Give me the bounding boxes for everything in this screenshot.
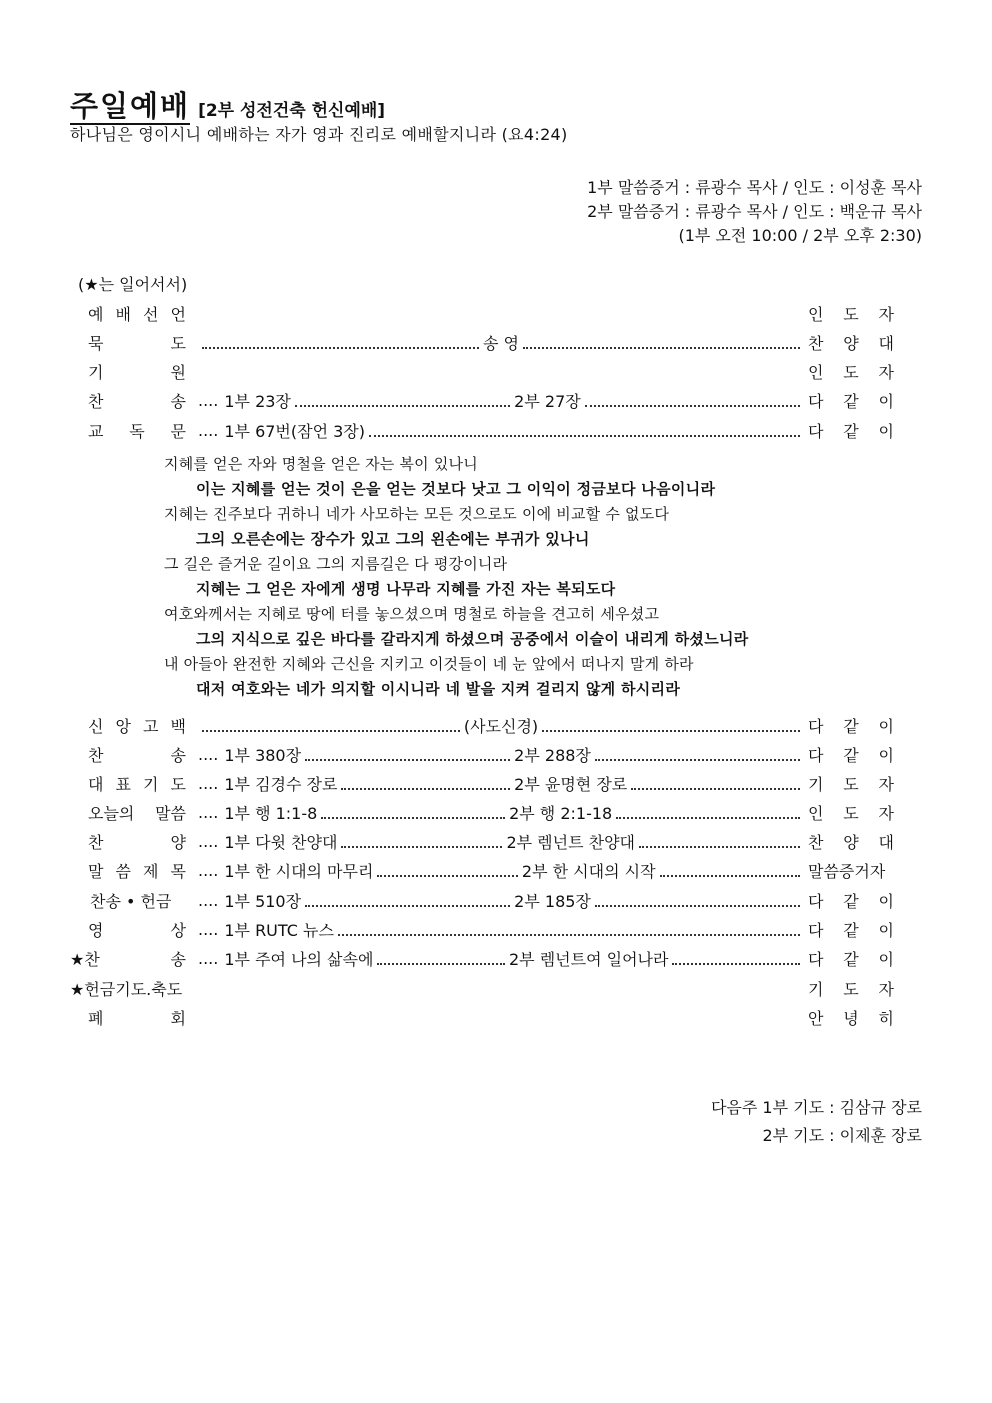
dot-leader [542,729,800,732]
role-char: 도 [843,803,859,823]
row-label [78,1006,198,1029]
label-char: 송 [170,391,186,411]
next-week-line-1: 다음주 1부 기도 : 김삼규 장로 [710,1098,922,1117]
standing-note: (★는 일어서서) [78,275,188,294]
row-role [804,947,894,970]
response-line: 그의 지식으로 깊은 바다를 갈라지게 하셨으며 공중에서 이슬이 내리게 하셨느니라 [196,630,749,648]
role-char: 같 [843,949,859,969]
role-char: 자 [878,304,894,324]
role-char: 같 [843,745,859,765]
label-char: 말씀 [155,803,186,823]
order-row-declaration [78,299,894,327]
row-label [78,830,198,853]
order-row-sermon-title [78,856,894,884]
row-content [198,370,804,373]
label-char: 찬 [88,391,104,411]
row-role [804,977,894,1000]
role-char: 기 [808,979,824,999]
label-char: 백 [170,716,186,736]
dot-leader [595,904,800,907]
label-char: 문 [170,421,186,441]
role-char: 대 [878,832,894,852]
leader-line: 지혜는 진주보다 귀하니 네가 사모하는 모든 것으로도 이에 비교할 수 없도다 [164,505,670,523]
row-role: 말씀증거자 [808,861,886,881]
order-row-creed [78,711,894,739]
dot-leader [631,787,800,790]
row-label [78,302,198,325]
role-char: 인 [808,362,824,382]
response-line: 대저 여호와는 네가 의지할 이시니라 네 발을 지켜 걸리지 않게 하시리라 [196,680,681,698]
row-content [198,331,804,354]
label-char: 오늘의 [88,803,135,823]
order-row-silent-prayer [78,328,894,356]
row-content [198,312,804,315]
next-week-line-2: 2부 기도 : 이제훈 장로 [762,1126,922,1145]
role-char: 자 [878,803,894,823]
dot-leader [377,874,517,877]
order-row-hymn-3 [70,944,894,972]
response-line: 그의 오른손에는 장수가 있고 그의 왼손에는 부귀가 있나니 [196,530,590,548]
row-label [78,360,198,383]
label-char: 앙 [115,716,131,736]
title-block [70,84,385,125]
role-char: 안 [808,1008,824,1028]
label-char: 대 [88,774,104,794]
role-char: 다 [808,716,824,736]
service-subtitle: [2부 성전건축 헌신예배] [198,101,386,121]
role-char: 도 [843,979,859,999]
row-content [206,987,804,990]
short-dots: .... [198,890,219,910]
role-char: 이 [878,891,894,911]
order-row-representative-prayer [78,769,894,797]
row-content [198,743,804,766]
role-char: 다 [808,421,824,441]
role-char: 이 [878,920,894,940]
first-service-value: 1부 김경수 장로 [224,774,338,794]
second-service-value: 2부 렘넌트여 일어나라 [508,949,669,969]
role-char: 이 [878,949,894,969]
dot-leader [377,962,505,965]
row-content [198,801,804,824]
dot-leader [341,787,510,790]
row-label [78,743,198,766]
label-char: 선 [143,304,159,324]
role-char: 찬 [808,333,824,353]
leader-line: 지혜를 얻은 자와 명철을 얻은 자는 복이 있나니 [164,455,478,473]
label-char: 배 [115,304,131,324]
role-char: 자 [878,979,894,999]
dot-leader [341,845,502,848]
creed-name: (사도신경) [463,716,539,736]
dot-leader [295,404,510,407]
label-char: 신 [88,716,104,736]
short-dots: .... [198,773,219,793]
first-service-value: 1부 510장 [224,891,302,911]
order-row-responsive-reading [78,416,894,444]
label-char: 말 [88,861,104,881]
row-label [78,419,198,442]
role-char: 인 [808,304,824,324]
row-label [78,389,198,412]
service-times: (1부 오전 10:00 / 2부 오후 2:30) [678,226,922,245]
label-char: 양 [170,832,186,852]
dot-leader [639,845,800,848]
role-char: 히 [878,1008,894,1028]
row-content [198,830,804,853]
first-service-value: 1부 주여 나의 삶속에 [224,949,374,969]
short-dots: .... [198,831,219,851]
leader-line: 여호와께서는 지혜로 땅에 터를 놓으셨으며 명철로 하늘을 견고히 세우셨고 [164,605,660,623]
dot-leader [595,758,800,761]
first-service-value: 1부 다윗 찬양대 [224,832,338,852]
label-char: 목 [170,861,186,881]
role-char: 도 [843,774,859,794]
label-char: 제 [143,861,159,881]
first-service-value: 1부 행 1:1-8 [224,803,318,823]
row-role [804,389,894,412]
second-service-value: 2부 27장 [514,391,581,411]
label-text: 찬송 • 헌금 [90,891,172,911]
order-row-todays-word [78,798,894,826]
order-row-hymn-offering [78,886,894,914]
role-char: 기 [808,774,824,794]
first-service-value: 1부 23장 [224,391,291,411]
dot-leader [202,346,479,349]
label-char: 기 [143,774,159,794]
label-char: 기 [88,362,104,382]
role-char: 다 [808,891,824,911]
row-label [70,947,198,970]
row-role [804,772,894,795]
scripture-verse: 하나님은 영이시니 예배하는 자가 영과 진리로 예배할지니라 (요4:24) [70,125,568,144]
order-row-hymn-1 [78,386,894,414]
dot-leader [338,933,800,936]
label-char: 원 [170,362,186,382]
second-service-value: 2부 한 시대의 시작 [521,861,656,881]
short-dots: .... [198,802,219,822]
label-char: 고 [143,716,159,736]
order-row-hymn-2 [78,740,894,768]
leader-line: 그 길은 즐거운 길이요 그의 지름길은 다 평강이니라 [164,555,508,573]
dot-leader [585,404,800,407]
first-service-value: 1부 380장 [224,745,302,765]
role-char: 같 [843,716,859,736]
dot-leader [321,816,505,819]
row-role [804,331,894,354]
label-text: ★헌금기도.축도 [70,979,183,999]
short-dots: .... [198,420,219,440]
role-char: 인 [808,803,824,823]
row-role [804,714,894,737]
dot-leader [305,904,510,907]
response-line: 지혜는 그 얻은 자에게 생명 나무라 지혜를 가진 자는 복되도다 [196,580,616,598]
role-char: 다 [808,391,824,411]
role-char: 대 [878,333,894,353]
dot-leader [672,962,800,965]
role-char: 자 [878,362,894,382]
row-role [804,830,894,853]
row-role [804,1006,894,1029]
label-char: 독 [129,421,145,441]
second-service-value: 2부 렘넌트 찬양대 [506,832,635,852]
responsive-reading-text [164,452,749,702]
row-role [804,743,894,766]
label-char: 회 [170,1008,186,1028]
reading-reference: 1부 67번(잠언 3장) [224,421,365,441]
role-char: 같 [843,421,859,441]
row-content [198,389,804,412]
role-char: 도 [843,362,859,382]
page-title: 주일예배 [70,89,191,123]
role-char: 이 [878,716,894,736]
label-char: 묵 [88,333,104,353]
row-label [78,772,198,795]
row-content [198,918,804,941]
doxology-label: 송 영 [483,333,519,353]
label-char: 도 [170,333,186,353]
role-char: 다 [808,949,824,969]
label-char: 씀 [115,861,131,881]
second-service-value: 2부 윤명현 장로 [514,774,628,794]
order-row-praise [78,827,894,855]
label-char: 언 [170,304,186,324]
role-char: 양 [843,333,859,353]
row-content [198,859,804,882]
short-dots: .... [198,390,219,410]
preacher-line-1: 1부 말씀증거 : 류광수 목사 / 인도 : 이성훈 목사 [587,178,922,197]
role-char: 찬 [808,832,824,852]
role-char: 같 [843,891,859,911]
row-role [804,419,894,442]
label-char: 송 [170,745,186,765]
label-char: 상 [170,920,186,940]
row-content [198,1016,804,1019]
role-char: 다 [808,920,824,940]
label-char: 폐 [88,1008,104,1028]
role-char: 이 [878,421,894,441]
dot-leader [660,874,800,877]
label-char: 송 [170,949,186,969]
label-char: 표 [115,774,131,794]
label-char: 예 [88,304,104,324]
role-char: 다 [808,745,824,765]
label-char: 영 [88,920,104,940]
dot-leader [202,729,460,732]
row-label [78,889,198,912]
second-service-value: 2부 288장 [514,745,591,765]
row-role [804,302,894,325]
dot-leader [305,758,510,761]
row-label [78,859,198,882]
role-char: 녕 [843,1008,859,1028]
role-char: 같 [843,391,859,411]
row-role [804,889,894,912]
role-char: 도 [843,304,859,324]
row-label [78,801,198,824]
short-dots: .... [198,919,219,939]
order-row-closing [78,1003,894,1031]
short-dots: .... [198,948,219,968]
order-row-video [78,915,894,943]
label-char: 찬 [88,832,104,852]
leader-line: 내 아들아 완전한 지혜와 근신을 지키고 이것들이 네 눈 앞에서 떠나지 말게 하라 [164,655,694,673]
second-service-value: 2부 185장 [514,891,591,911]
row-role [804,801,894,824]
row-label [78,331,198,354]
second-service-value: 2부 행 2:1-18 [509,803,613,823]
short-dots: .... [198,860,219,880]
row-content [198,889,804,912]
dot-leader [616,816,800,819]
label-char: 교 [88,421,104,441]
row-role [804,918,894,941]
role-char: 자 [878,774,894,794]
order-row-invocation [78,357,894,385]
preacher-info [587,176,922,248]
role-char: 같 [843,920,859,940]
dot-leader [523,346,800,349]
short-dots: .... [198,744,219,764]
row-content [198,419,804,442]
next-week-prayer [711,1094,922,1150]
role-char: 이 [878,745,894,765]
first-service-value: 1부 한 시대의 마무리 [224,861,374,881]
role-char: 양 [843,832,859,852]
row-content [198,947,804,970]
row-label [70,977,206,1000]
response-line: 이는 지혜를 얻는 것이 은을 얻는 것보다 낫고 그 이익이 정금보다 나음이니라 [196,480,716,498]
label-char: 찬 [88,745,104,765]
preacher-line-2: 2부 말씀증거 : 류광수 목사 / 인도 : 백운규 목사 [587,202,922,221]
row-label [78,714,198,737]
order-row-offering-prayer-benediction [70,974,894,1002]
row-content [198,714,804,737]
row-role [804,360,894,383]
first-service-value: 1부 RUTC 뉴스 [224,920,334,940]
row-content [198,772,804,795]
row-label [78,918,198,941]
label-char: 도 [170,774,186,794]
role-char: 이 [878,391,894,411]
dot-leader [369,434,800,437]
label-char: ★찬 [70,949,100,969]
